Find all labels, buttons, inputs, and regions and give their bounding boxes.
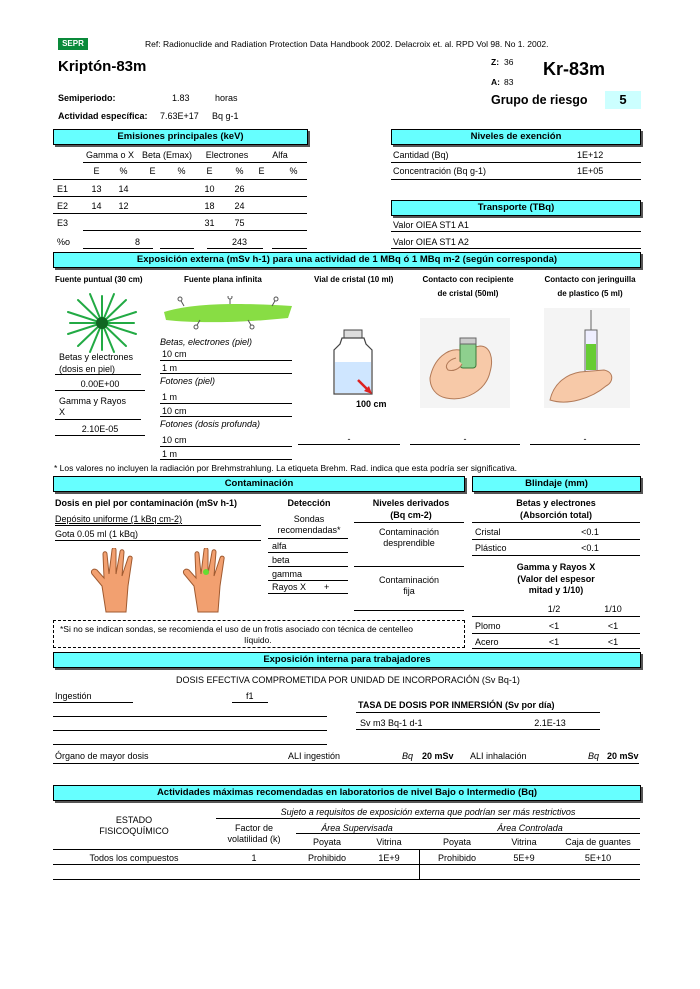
group-electrons: Electrones [205,150,249,160]
point-gamma-label-2: X [59,407,66,417]
physchem-state-1: ESTADO [115,815,153,825]
syringe-title-2: de plastico (5 ml) [557,289,623,298]
vial-title: Vial de cristal (10 ml) [314,275,394,284]
row-label-e2: E2 [57,201,69,211]
half-value-header: 1/2 [547,604,561,614]
removable-label-1: Contaminación [378,527,440,537]
drop-label: Gota 0.05 ml (1 kBq) [55,529,139,539]
half-life-unit: horas [215,93,238,103]
nuclide-symbol: Kr-83m [543,59,606,79]
derived-levels-title-1: Niveles derivados [372,498,450,508]
plastic-label: Plástico [475,543,507,553]
a-label: A: [491,77,500,87]
plane-betas-label: Betas, electrones (piel) [160,337,253,347]
point-betas-label-1: Betas y electrones [59,352,134,362]
emissions-header: Emisiones principales (keV) [53,129,308,145]
gamma-shield-title-3: mitad y 1/10) [528,585,584,595]
removable-label-2: desprendible [383,538,435,548]
lead-label: Plomo [475,621,501,631]
plane-betas-1m: 1 m [162,363,178,373]
cell: 13 [91,184,102,194]
value-glovebox: 5E+10 [584,853,612,863]
point-source-title: Fuente puntual (30 cm) [55,275,143,284]
value-hood-1: 1E+9 [378,853,400,863]
ingestion-label: Ingestión [55,691,92,701]
critical-organ-label: Órgano de mayor dosis [55,751,149,761]
sub-e: E [93,166,100,176]
transport-a1-label: Valor OIEA ST1 A1 [393,220,469,230]
controlled-area: Área Controlada [497,823,563,833]
half-life-label: Semiperiodo: [58,93,116,103]
point-betas-value: 0.00E+00 [80,379,120,389]
all-compounds-factor: 1 [251,853,257,863]
specific-activity-unit: Bq g-1 [212,111,239,121]
col-bench-2: Poyata [442,837,472,847]
point-gamma-label-1: Gamma y Rayos [59,396,127,406]
exemption-concentration-value: 1E+05 [577,166,604,176]
risk-group-label: Grupo de riesgo [491,93,588,107]
internal-exposure-header: Exposición interna para trabajadores [53,652,641,668]
plane-fd-1m: 1 m [162,449,178,459]
effective-dose-subtitle: DOSIS EFECTIVA COMPROMETIDA POR UNIDAD DE INCORPORACIÓN (Sv Bq-1) [176,675,520,685]
z-label: Z: [491,57,500,67]
steel-half: <1 [548,637,560,647]
probes-title-2: recomendadas* [277,525,341,535]
hand-uniform-icon [88,548,150,614]
detection-title: Detección [287,498,331,508]
sub-pct: % [119,166,128,176]
tenth-value-header: 1/10 [604,604,622,614]
cell: 10 [204,184,215,194]
plane-betas-10cm: 10 cm [162,349,187,359]
syringe-title-1: Contacto con jeringuilla [544,275,636,284]
fixed-label-2: fija [403,586,415,596]
plane-fotones-piel-label: Fotones (piel) [160,376,216,386]
probe-beta: beta [272,555,290,565]
cell: 24 [234,201,245,211]
immersion-unit: Sv m3 Bq-1 d-1 [360,718,423,728]
steel-tenth: <1 [607,637,619,647]
col-bench-1: Poyata [312,837,342,847]
fixed-label-1: Contaminación [378,575,440,585]
immersion-value: 2.1E-13 [534,718,566,728]
glass-label: Cristal [475,527,501,537]
glass-vial-icon [328,328,382,400]
col-hood-1: Vitrina [376,837,402,847]
risk-group-value: 5 [605,91,641,109]
row-label-e3: E3 [57,218,69,228]
hand-syringe-icon [544,308,630,408]
row-label-permil: %o [57,237,71,247]
lab-activities-header: Actividades máximas recomendadas en laboratorios de nivel Bajo o Intermedio (Bq) [53,785,641,801]
vial-distance: 100 cm [356,399,387,409]
probe-note-line-2: líquido. [244,635,272,645]
sub-e: E [258,166,265,176]
group-gamma: Gamma o X [85,150,134,160]
f1-label: f1 [246,691,254,701]
shielding-header: Blindaje (mm) [472,476,641,492]
plane-fd-10cm: 10 cm [162,435,187,445]
col-glovebox: Caja de guantes [565,837,631,847]
container-value: - [463,434,467,444]
supervised-area: Área Supervisada [321,823,393,833]
cell: 12 [118,201,129,211]
reference-text: Ref: Radionuclide and Radiation Protection Data Handbook 2002. Delacroix et. al. RPD Vol 98. No 1. 2002. [145,39,549,49]
nuclide-name: Kriptón-83m [58,58,147,75]
cell: 14 [91,201,102,211]
plastic-value: <0.1 [581,543,599,553]
transport-a2-label: Valor OIEA ST1 A2 [393,237,469,247]
ali-inhalation-label: ALI inhalación [470,751,527,761]
exemption-concentration-label: Concentración (Bq g-1) [393,166,487,176]
cell: 75 [234,218,245,228]
plane-source-icon [160,296,296,330]
hand-container-icon [420,318,510,408]
lead-tenth: <1 [607,621,619,631]
value-bench-1: Prohibido [307,853,347,863]
point-betas-label-2: (dosis en piel) [59,364,116,374]
skin-dose-title: Dosis en piel por contaminación (mSv h-1) [55,498,238,508]
exemption-header: Niveles de exención [391,129,641,145]
beta-shield-title-1: Betas y electrones [516,498,596,508]
row-label-e1: E1 [57,184,69,194]
plane-fp-10cm: 10 cm [162,406,187,416]
hand-drop-icon [180,548,242,614]
transport-header: Transporte (TBq) [391,200,641,216]
group-beta: Beta (Emax) [141,150,192,160]
ali-inhalation-value: 20 mSv [607,751,639,761]
steel-label: Acero [475,637,499,647]
beta-shield-title-2: (Absorción total) [520,510,592,520]
plane-source-title: Fuente plana infinita [184,275,262,284]
probe-xray: Rayos X [272,582,307,592]
col-hood-2: Vitrina [511,837,537,847]
derived-levels-title-2: (Bq cm-2) [390,510,432,520]
value-hood-2: 5E+9 [513,853,535,863]
point-source-star-icon [60,292,144,354]
probe-alpha: alfa [272,541,287,551]
cell: 26 [234,184,245,194]
cell: 8 [134,237,140,247]
sub-pct: % [289,166,298,176]
sepr-logo: SEPR [58,38,88,50]
probe-note-line-1: *Si no se indican sondas, se recomienda el uso de un frotis asociado con técnica de centelleo [60,624,413,634]
brehmstrahlung-footnote: * Los valores no incluyen la radiación por Brehmstrahlung. La etiqueta Brehm. Rad. indica que esta podría ser significativa. [54,463,518,473]
probe-gamma: gamma [272,569,303,579]
volatility-factor-2: volatilidad (k) [227,834,281,844]
sub-pct: % [177,166,186,176]
probes-title-1: Sondas [293,514,325,524]
container-title-1: Contacto con recipiente [422,275,514,284]
cell: 31 [204,218,215,228]
ali-ingestion-unit: Bq [402,751,414,761]
group-alpha: Alfa [272,150,288,160]
point-gamma-value: 2.10E-05 [81,424,119,434]
ali-inhalation-unit: Bq [588,751,600,761]
value-bench-2: Prohibido [437,853,477,863]
cell: 243 [231,237,248,247]
glass-value: <0.1 [581,527,599,537]
ali-ingestion-label: ALI ingestión [288,751,341,761]
vial-value: - [347,434,351,444]
exemption-quantity-value: 1E+12 [577,150,604,160]
specific-activity-label: Actividad específica: [58,111,148,121]
half-life-value: 1.83 [172,93,190,103]
gamma-shield-title-1: Gamma y Rayos X [516,562,596,572]
all-compounds-label: Todos los compuestos [89,853,179,863]
lab-subject-note: Sujeto a requisitos de exposición externa que podrían ser más restrictivos [280,807,576,817]
physchem-state-2: FISICOQUÍMICO [99,826,169,836]
specific-activity-value: 7.63E+17 [160,111,199,121]
external-exposure-header: Exposición externa (mSv h-1) para una actividad de 1 MBq ó 1 MBq m-2 (según corresponda) [53,252,641,268]
container-title-2: de cristal (50ml) [437,289,499,298]
volatility-factor-1: Factor de [234,823,274,833]
contamination-header: Contaminación [53,476,465,492]
sub-e: E [206,166,213,176]
plane-fp-1m: 1 m [162,392,178,402]
gamma-shield-title-2: (Valor del espesor [517,574,595,584]
z-value: 36 [504,57,514,67]
sub-pct: % [235,166,244,176]
syringe-value: - [583,434,587,444]
immersion-title: TASA DE DOSIS POR INMERSIÓN (Sv por día) [358,700,555,710]
probe-xray-mark: + [324,582,330,592]
lead-half: <1 [548,621,560,631]
cell: 14 [118,184,129,194]
cell: 18 [204,201,215,211]
sub-e: E [149,166,156,176]
ali-ingestion-value: 20 mSv [422,751,454,761]
uniform-deposit-label: Depósito uniforme (1 kBq cm-2) [55,514,183,524]
a-value: 83 [504,77,514,87]
exemption-quantity-label: Cantidad (Bq) [393,150,449,160]
plane-fotones-prof-label: Fotones (dosis profunda) [160,419,261,429]
